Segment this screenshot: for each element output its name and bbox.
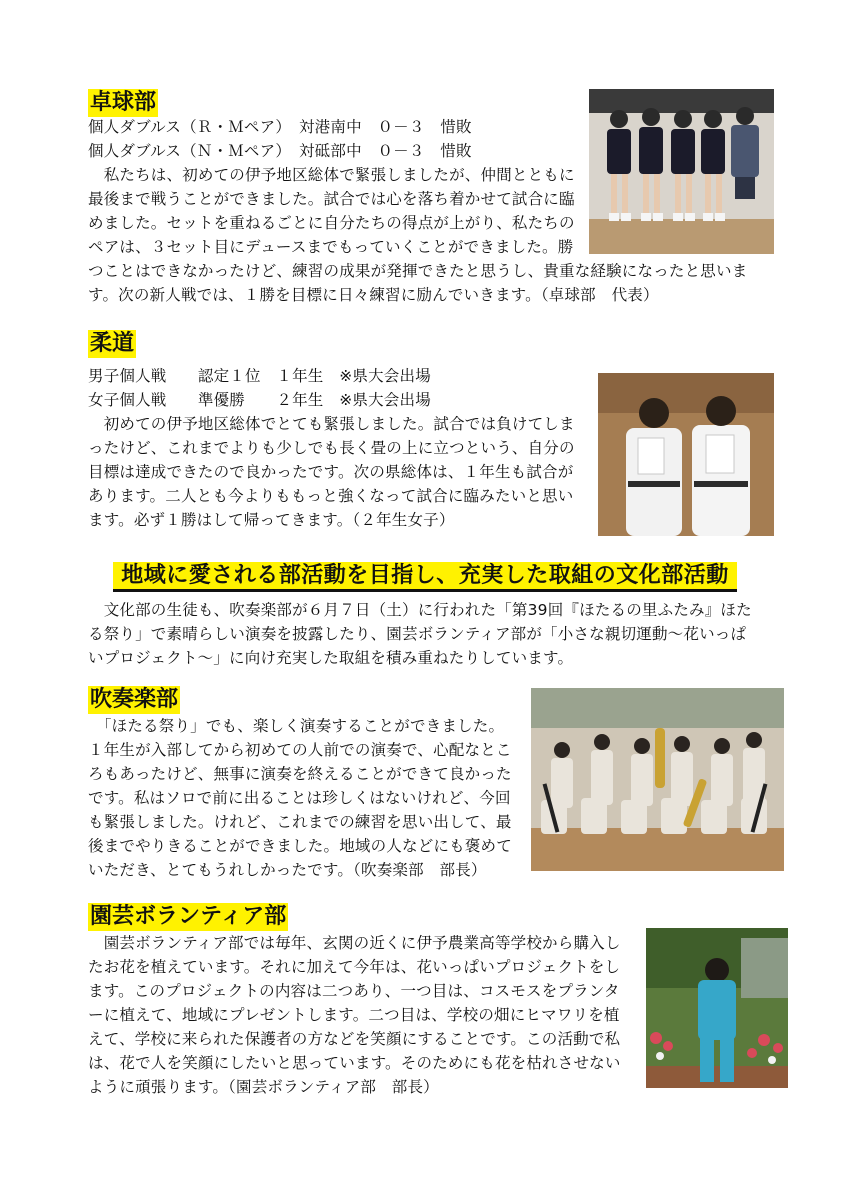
culture-intro-1: 文化部の生徒も、吹奏楽部が６月７日（土）に行われた「第39回『ほたるの里ふたみ』ほた xyxy=(88,601,752,619)
culture-banner: 地域に愛される部活動を目指し、充実した取組の文化部活動 xyxy=(113,562,737,592)
garden-title: 園芸ボランティア部 xyxy=(90,904,287,929)
brass-photo xyxy=(531,688,784,871)
garden-body-6: は、花で人を笑顔にしたいと思っています。そのためにも花を枯れさせない xyxy=(88,1054,621,1072)
judo-body-5: ます。必ず１勝はして帰ってきます。（２年生女子） xyxy=(88,511,455,529)
table-tennis-body-1: 私たちは、初めての伊予地区総体で緊張しましたが、仲間とともに xyxy=(88,166,575,184)
garden-body-3: ます。このプロジェクトの内容は二つあり、一つ目は、コスモスをプランタ xyxy=(88,982,620,1000)
brass-title: 吹奏楽部 xyxy=(90,687,179,712)
garden-photo xyxy=(646,928,788,1088)
judo-body-3: 目標は達成できたので良かったです。次の県総体は、１年生も試合が xyxy=(88,463,574,481)
judo-result-2: 女子個人戦 準優勝 ２年生 ※県大会出場 xyxy=(88,391,431,409)
brass-body-4: です。私はソロで前に出ることは珍しくはないけれど、今回 xyxy=(88,789,511,807)
table-tennis-result-1: 個人ダブルス（Ｒ・Ｍペア） 対港南中 ０－３ 惜敗 xyxy=(88,118,472,136)
garden-body-2: たお花を植えています。それに加えて今年は、花いっぱいプロジェクトをし xyxy=(88,958,621,976)
table-tennis-body-3: めました。セットを重ねるごとに自分たちの得点が上がり、私たちの xyxy=(88,214,575,232)
brass-body-1: 「ほたる祭り」でも、楽しく演奏することができました。 xyxy=(88,717,505,735)
brass-body-6: 後までやりきることができました。地域の人などにも褒めて xyxy=(88,837,512,855)
judo-photo xyxy=(598,373,774,536)
table-tennis-body-6: す。次の新人戦では、１勝を目標に日々練習に励んでいきます。（卓球部 代表） xyxy=(88,286,659,304)
judo-body-4: あります。二人とも今よりももっと強くなって試合に臨みたいと思い xyxy=(88,487,574,505)
judo-title: 柔道 xyxy=(90,331,135,356)
table-tennis-result-2: 個人ダブルス（Ｎ・Ｍペア） 対砥部中 ０－３ 惜敗 xyxy=(88,142,472,160)
garden-body-5: えて、学校に来られた保護者の方などを笑顔にすることです。この活動で私 xyxy=(88,1030,621,1048)
brass-body-7: いただき、とてもうれしかったです。（吹奏楽部 部長） xyxy=(88,861,487,879)
judo-body-1: 初めての伊予地区総体でとても緊張しました。試合では負けてしま xyxy=(88,415,575,433)
brass-body-2: １年生が入部してから初めての人前での演奏で、心配なとこ xyxy=(88,741,512,759)
table-tennis-body-2: 最後まで戦うことができました。試合では心を落ち着かせて試合に臨 xyxy=(88,190,575,208)
table-tennis-body-5: つことはできなかったけど、練習の成果が発揮できたと思うし、貴重な経験になったと思いま xyxy=(88,262,748,280)
garden-body-4: ーに植えて、地域にプレゼントします。二つ目は、学校の畑にヒマワリを植 xyxy=(88,1006,620,1024)
culture-intro-3: いプロジェクト～」に向け充実した取組を積み重ねたりしています。 xyxy=(88,649,574,667)
table-tennis-body-4: ペアは、３セット目にデュースまでもっていくことができました。勝 xyxy=(88,238,574,256)
brass-body-5: も緊張しました。けれど、これまでの練習を思い出して、最 xyxy=(88,813,512,831)
table-tennis-title: 卓球部 xyxy=(90,90,157,115)
table-tennis-photo xyxy=(589,89,774,254)
brass-body-3: ろもあったけど、無事に演奏を終えることができて良かった xyxy=(88,765,512,783)
judo-body-2: ったけど、これまでよりも少しでも長く畳の上に立つという、自分の xyxy=(88,439,575,457)
garden-body-7: ように頑張ります。（園芸ボランティア部 部長） xyxy=(88,1078,439,1096)
judo-result-1: 男子個人戦 認定１位 １年生 ※県大会出場 xyxy=(88,367,431,385)
garden-body-1: 園芸ボランティア部では毎年、玄関の近くに伊予農業高等学校から購入し xyxy=(88,934,621,952)
culture-intro-2: る祭り」で素晴らしい演奏を披露したり、園芸ボランティア部が「小さな親切運動～花いっぱ xyxy=(88,625,747,643)
